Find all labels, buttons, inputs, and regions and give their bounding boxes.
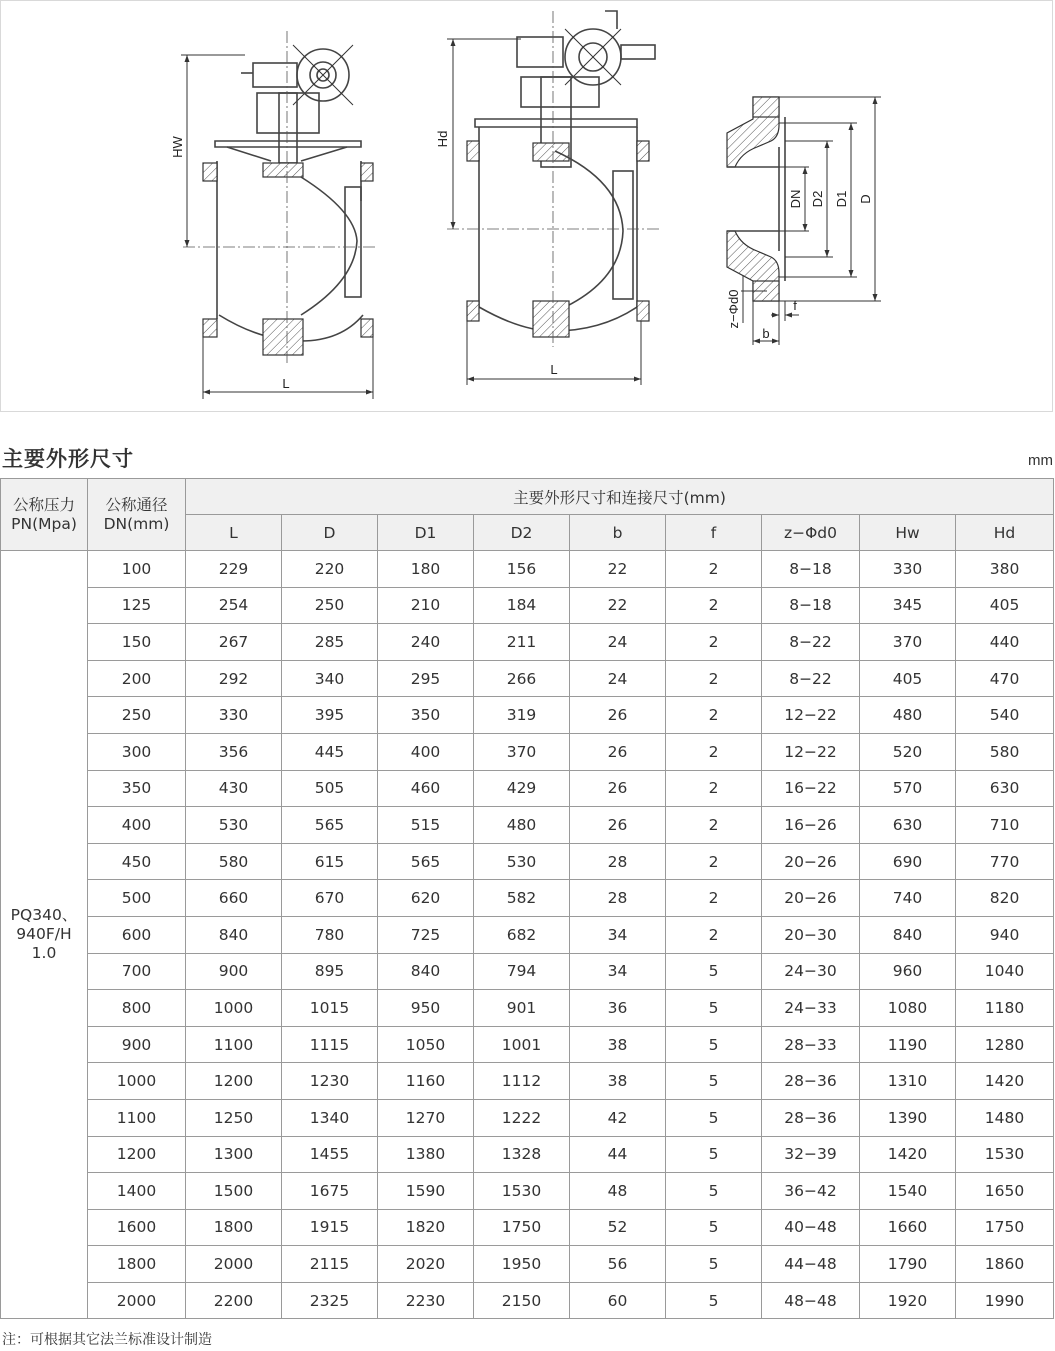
table-cell: 56 xyxy=(570,1246,666,1283)
table-cell: 2020 xyxy=(378,1246,474,1283)
dn-cell: 200 xyxy=(88,660,186,697)
table-cell: 405 xyxy=(860,660,956,697)
table-cell: 350 xyxy=(378,697,474,734)
table-cell: 1420 xyxy=(860,1136,956,1173)
table-cell: 16−26 xyxy=(762,807,860,844)
table-row xyxy=(1,843,1054,880)
table-cell: 28−36 xyxy=(762,1099,860,1136)
table-cell: 24 xyxy=(570,624,666,661)
unit-label: mm xyxy=(1028,452,1053,469)
table-cell: 210 xyxy=(378,587,474,624)
footnote: 注：可根据其它法兰标准设计制造 xyxy=(2,1332,212,1348)
table-cell: 42 xyxy=(570,1099,666,1136)
dn-label: DN xyxy=(788,189,803,209)
table-row xyxy=(1,990,1054,1027)
table-cell: 794 xyxy=(474,953,570,990)
table-cell: 24 xyxy=(570,660,666,697)
table-cell: 1790 xyxy=(860,1246,956,1283)
table-cell: 44−48 xyxy=(762,1246,860,1283)
dn-cell: 450 xyxy=(88,843,186,880)
table-cell: 2 xyxy=(666,843,762,880)
table-cell: 1455 xyxy=(282,1136,378,1173)
d-label: D xyxy=(858,194,873,204)
table-cell: 2000 xyxy=(186,1246,282,1283)
table-cell: 370 xyxy=(474,733,570,770)
dimension-table xyxy=(0,478,1054,1319)
table-cell: 520 xyxy=(860,733,956,770)
table-cell: 5 xyxy=(666,1282,762,1319)
dn-cell: 150 xyxy=(88,624,186,661)
table-cell: 1160 xyxy=(378,1063,474,1100)
table-cell: 710 xyxy=(956,807,1054,844)
table-cell: 370 xyxy=(860,624,956,661)
table-cell: 1650 xyxy=(956,1173,1054,1210)
table-cell: 12−22 xyxy=(762,697,860,734)
table-row xyxy=(1,916,1054,953)
table-cell: 1530 xyxy=(956,1136,1054,1173)
table-cell: 950 xyxy=(378,990,474,1027)
table-cell: 40−48 xyxy=(762,1209,860,1246)
table-cell: 1340 xyxy=(282,1099,378,1136)
table-cell: 620 xyxy=(378,880,474,917)
table-cell: 2 xyxy=(666,624,762,661)
table-cell: 2 xyxy=(666,587,762,624)
dn-cell: 600 xyxy=(88,916,186,953)
table-cell: 38 xyxy=(570,1063,666,1100)
table-cell: 8−22 xyxy=(762,660,860,697)
table-row xyxy=(1,1099,1054,1136)
table-cell: 840 xyxy=(378,953,474,990)
table-row xyxy=(1,1246,1054,1283)
l2-label: L xyxy=(550,362,558,377)
table-cell: 2 xyxy=(666,807,762,844)
table-cell: 840 xyxy=(860,916,956,953)
table-cell: 480 xyxy=(860,697,956,734)
table-cell: 670 xyxy=(282,880,378,917)
table-cell: 2200 xyxy=(186,1282,282,1319)
table-cell: 250 xyxy=(282,587,378,624)
valve-drawings-svg xyxy=(1,1,1054,413)
table-cell: 770 xyxy=(956,843,1054,880)
column-header: b xyxy=(570,515,666,551)
table-cell: 900 xyxy=(186,953,282,990)
table-cell: 28 xyxy=(570,880,666,917)
table-cell: 26 xyxy=(570,697,666,734)
table-cell: 2150 xyxy=(474,1282,570,1319)
dn-cell: 800 xyxy=(88,990,186,1027)
table-row xyxy=(1,1136,1054,1173)
table-cell: 740 xyxy=(860,880,956,917)
table-cell: 1190 xyxy=(860,1026,956,1063)
table-cell: 582 xyxy=(474,880,570,917)
dn-cell: 2000 xyxy=(88,1282,186,1319)
table-cell: 901 xyxy=(474,990,570,1027)
table-cell: 1590 xyxy=(378,1173,474,1210)
table-cell: 20−30 xyxy=(762,916,860,953)
d1-label: D1 xyxy=(834,190,849,208)
dn-cell: 250 xyxy=(88,697,186,734)
table-cell: 1300 xyxy=(186,1136,282,1173)
table-cell: 725 xyxy=(378,916,474,953)
table-cell: 1270 xyxy=(378,1099,474,1136)
column-header: D xyxy=(282,515,378,551)
table-cell: 2325 xyxy=(282,1282,378,1319)
table-cell: 34 xyxy=(570,916,666,953)
table-cell: 820 xyxy=(956,880,1054,917)
table-cell: 460 xyxy=(378,770,474,807)
table-cell: 505 xyxy=(282,770,378,807)
table-cell: 940 xyxy=(956,916,1054,953)
d2-label: D2 xyxy=(810,190,825,208)
table-cell: 22 xyxy=(570,551,666,588)
table-cell: 60 xyxy=(570,1282,666,1319)
table-cell: 22 xyxy=(570,587,666,624)
table-cell: 1310 xyxy=(860,1063,956,1100)
table-cell: 254 xyxy=(186,587,282,624)
table-cell: 2 xyxy=(666,880,762,917)
table-cell: 1950 xyxy=(474,1246,570,1283)
table-cell: 180 xyxy=(378,551,474,588)
table-cell: 44 xyxy=(570,1136,666,1173)
group-header: 主要外形尺寸和连接尺寸(mm) xyxy=(186,479,1054,515)
table-cell: 8−22 xyxy=(762,624,860,661)
table-cell: 1860 xyxy=(956,1246,1054,1283)
table-cell: 1480 xyxy=(956,1099,1054,1136)
table-cell: 1920 xyxy=(860,1282,956,1319)
table-cell: 2 xyxy=(666,770,762,807)
f-label: f xyxy=(793,298,797,313)
table-row xyxy=(1,660,1054,697)
table-cell: 285 xyxy=(282,624,378,661)
table-cell: 295 xyxy=(378,660,474,697)
table-cell: 20−26 xyxy=(762,843,860,880)
table-cell: 1250 xyxy=(186,1099,282,1136)
table-cell: 330 xyxy=(186,697,282,734)
table-cell: 630 xyxy=(956,770,1054,807)
table-cell: 48−48 xyxy=(762,1282,860,1319)
flange-section-view xyxy=(726,97,881,345)
table-cell: 615 xyxy=(282,843,378,880)
table-row xyxy=(1,1063,1054,1100)
table-row xyxy=(1,624,1054,661)
table-cell: 1420 xyxy=(956,1063,1054,1100)
b-label: b xyxy=(762,326,770,341)
table-cell: 5 xyxy=(666,1099,762,1136)
table-cell: 1015 xyxy=(282,990,378,1027)
dn-cell: 1600 xyxy=(88,1209,186,1246)
table-cell: 960 xyxy=(860,953,956,990)
table-cell: 156 xyxy=(474,551,570,588)
table-cell: 1750 xyxy=(474,1209,570,1246)
table-cell: 267 xyxy=(186,624,282,661)
table-cell: 8−18 xyxy=(762,551,860,588)
table-row xyxy=(1,953,1054,990)
table-cell: 1820 xyxy=(378,1209,474,1246)
dn-header: 公称通径 DN(mm) xyxy=(88,479,186,551)
table-cell: 5 xyxy=(666,1026,762,1063)
table-cell: 220 xyxy=(282,551,378,588)
table-cell: 530 xyxy=(474,843,570,880)
table-cell: 20−26 xyxy=(762,880,860,917)
table-cell: 1040 xyxy=(956,953,1054,990)
table-cell: 660 xyxy=(186,880,282,917)
table-cell: 405 xyxy=(956,587,1054,624)
table-cell: 5 xyxy=(666,1173,762,1210)
valve-side-view xyxy=(170,31,377,399)
table-cell: 1660 xyxy=(860,1209,956,1246)
table-cell: 356 xyxy=(186,733,282,770)
column-header: f xyxy=(666,515,762,551)
dn-cell: 1800 xyxy=(88,1246,186,1283)
table-cell: 12−22 xyxy=(762,733,860,770)
column-header: Hw xyxy=(860,515,956,551)
pn-header: 公称压力 PN(Mpa) xyxy=(1,479,88,551)
table-cell: 5 xyxy=(666,990,762,1027)
table-cell: 1050 xyxy=(378,1026,474,1063)
table-body xyxy=(1,551,1054,1319)
dn-cell: 500 xyxy=(88,880,186,917)
table-cell: 292 xyxy=(186,660,282,697)
table-cell: 38 xyxy=(570,1026,666,1063)
table-cell: 24−33 xyxy=(762,990,860,1027)
table-cell: 630 xyxy=(860,807,956,844)
dn-cell: 700 xyxy=(88,953,186,990)
table-row xyxy=(1,587,1054,624)
table-cell: 1500 xyxy=(186,1173,282,1210)
table-cell: 580 xyxy=(186,843,282,880)
zd0-label: z−Φd0 xyxy=(726,289,741,329)
dn-cell: 350 xyxy=(88,770,186,807)
table-cell: 580 xyxy=(956,733,1054,770)
table-cell: 1080 xyxy=(860,990,956,1027)
table-cell: 240 xyxy=(378,624,474,661)
dn-cell: 900 xyxy=(88,1026,186,1063)
table-row xyxy=(1,770,1054,807)
table-cell: 28−33 xyxy=(762,1026,860,1063)
table-cell: 34 xyxy=(570,953,666,990)
table-row xyxy=(1,880,1054,917)
table-cell: 1222 xyxy=(474,1099,570,1136)
table-cell: 895 xyxy=(282,953,378,990)
table-cell: 266 xyxy=(474,660,570,697)
table-cell: 1915 xyxy=(282,1209,378,1246)
table-cell: 530 xyxy=(186,807,282,844)
table-cell: 1000 xyxy=(186,990,282,1027)
table-cell: 8−18 xyxy=(762,587,860,624)
table-cell: 229 xyxy=(186,551,282,588)
table-cell: 319 xyxy=(474,697,570,734)
table-cell: 1115 xyxy=(282,1026,378,1063)
table-cell: 2230 xyxy=(378,1282,474,1319)
table-cell: 5 xyxy=(666,953,762,990)
table-cell: 1675 xyxy=(282,1173,378,1210)
hw-label: HW xyxy=(170,136,185,158)
table-cell: 429 xyxy=(474,770,570,807)
table-row xyxy=(1,1282,1054,1319)
dn-cell: 300 xyxy=(88,733,186,770)
table-cell: 2 xyxy=(666,697,762,734)
table-cell: 36−42 xyxy=(762,1173,860,1210)
table-cell: 2 xyxy=(666,660,762,697)
table-cell: 1230 xyxy=(282,1063,378,1100)
dn-cell: 125 xyxy=(88,587,186,624)
table-cell: 1001 xyxy=(474,1026,570,1063)
column-header: D2 xyxy=(474,515,570,551)
table-row xyxy=(1,1173,1054,1210)
table-row xyxy=(1,697,1054,734)
table-cell: 32−39 xyxy=(762,1136,860,1173)
table-cell: 480 xyxy=(474,807,570,844)
table-cell: 540 xyxy=(956,697,1054,734)
table-cell: 470 xyxy=(956,660,1054,697)
table-cell: 430 xyxy=(186,770,282,807)
dn-cell: 400 xyxy=(88,807,186,844)
table-cell: 330 xyxy=(860,551,956,588)
table-cell: 1390 xyxy=(860,1099,956,1136)
table-cell: 570 xyxy=(860,770,956,807)
table-row xyxy=(1,807,1054,844)
table-cell: 2 xyxy=(666,551,762,588)
table-cell: 26 xyxy=(570,770,666,807)
table-cell: 5 xyxy=(666,1246,762,1283)
table-row xyxy=(1,1026,1054,1063)
table-cell: 380 xyxy=(956,551,1054,588)
table-cell: 440 xyxy=(956,624,1054,661)
dn-cell: 100 xyxy=(88,551,186,588)
table-cell: 211 xyxy=(474,624,570,661)
table-cell: 2 xyxy=(666,916,762,953)
column-header: D1 xyxy=(378,515,474,551)
table-cell: 345 xyxy=(860,587,956,624)
table-cell: 565 xyxy=(282,807,378,844)
column-header: z−Φd0 xyxy=(762,515,860,551)
table-cell: 1990 xyxy=(956,1282,1054,1319)
table-cell: 1280 xyxy=(956,1026,1054,1063)
table-cell: 16−22 xyxy=(762,770,860,807)
table-cell: 2 xyxy=(666,733,762,770)
l1-label: L xyxy=(282,376,290,391)
table-cell: 28 xyxy=(570,843,666,880)
table-cell: 690 xyxy=(860,843,956,880)
table-cell: 1200 xyxy=(186,1063,282,1100)
table-cell: 682 xyxy=(474,916,570,953)
table-cell: 395 xyxy=(282,697,378,734)
table-cell: 48 xyxy=(570,1173,666,1210)
table-cell: 1112 xyxy=(474,1063,570,1100)
table-cell: 26 xyxy=(570,807,666,844)
pn-value-cell: PQ340、 940F/H 1.0 xyxy=(1,551,88,1319)
table-cell: 24−30 xyxy=(762,953,860,990)
table-cell: 1328 xyxy=(474,1136,570,1173)
table-cell: 52 xyxy=(570,1209,666,1246)
dn-cell: 1100 xyxy=(88,1099,186,1136)
table-cell: 445 xyxy=(282,733,378,770)
table-cell: 2115 xyxy=(282,1246,378,1283)
table-cell: 1100 xyxy=(186,1026,282,1063)
table-cell: 1530 xyxy=(474,1173,570,1210)
table-cell: 184 xyxy=(474,587,570,624)
table-cell: 340 xyxy=(282,660,378,697)
table-cell: 28−36 xyxy=(762,1063,860,1100)
column-header: L xyxy=(186,515,282,551)
table-row xyxy=(1,1209,1054,1246)
table-cell: 5 xyxy=(666,1209,762,1246)
dn-cell: 1400 xyxy=(88,1173,186,1210)
table-cell: 26 xyxy=(570,733,666,770)
dn-cell: 1200 xyxy=(88,1136,186,1173)
table-cell: 840 xyxy=(186,916,282,953)
hd-label: Hd xyxy=(435,130,450,148)
table-cell: 5 xyxy=(666,1063,762,1100)
table-cell: 1800 xyxy=(186,1209,282,1246)
table-cell: 780 xyxy=(282,916,378,953)
table-cell: 36 xyxy=(570,990,666,1027)
column-header: Hd xyxy=(956,515,1054,551)
dn-cell: 1000 xyxy=(88,1063,186,1100)
table-row xyxy=(1,551,1054,588)
table-cell: 1540 xyxy=(860,1173,956,1210)
table-cell: 1750 xyxy=(956,1209,1054,1246)
table-row xyxy=(1,733,1054,770)
table-cell: 1180 xyxy=(956,990,1054,1027)
table-cell: 5 xyxy=(666,1136,762,1173)
table-cell: 515 xyxy=(378,807,474,844)
section-title: 主要外形尺寸 xyxy=(2,447,134,471)
table-cell: 1380 xyxy=(378,1136,474,1173)
technical-drawing xyxy=(0,0,1053,412)
table-cell: 565 xyxy=(378,843,474,880)
valve-front-view xyxy=(435,11,661,385)
table-cell: 400 xyxy=(378,733,474,770)
